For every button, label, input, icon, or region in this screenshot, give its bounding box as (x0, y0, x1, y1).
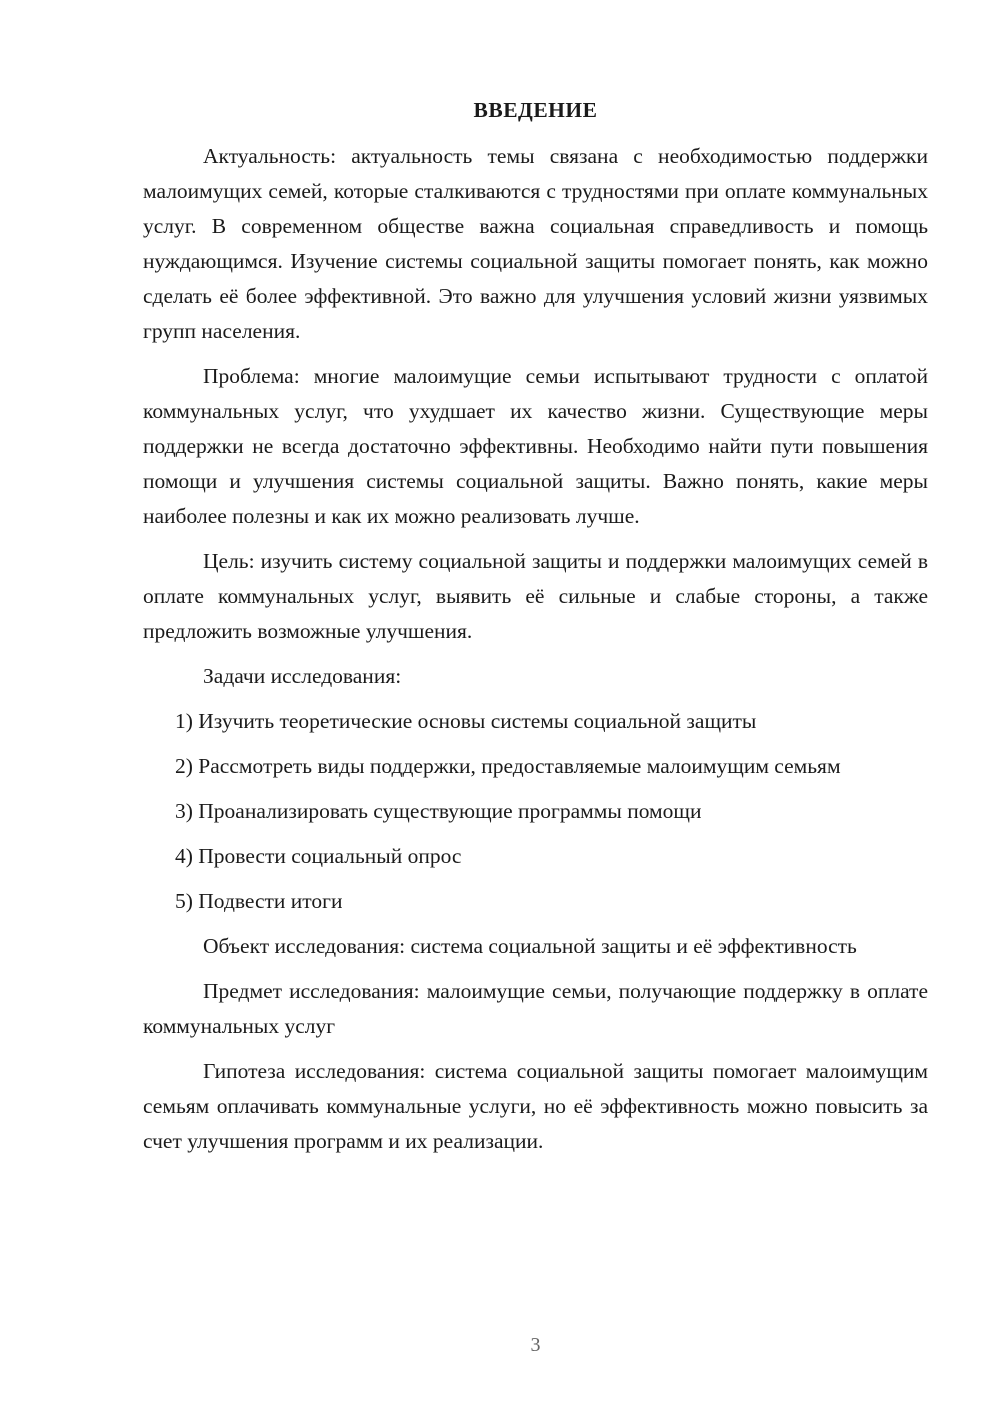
paragraph-object: Объект исследования: система социальной защиты и её эффективность (203, 934, 857, 958)
paragraph-hypothesis: Гипотеза исследования: система социальной защиты помогает малоимущим семьям оплачивать коммунальные услуги, но её эффективность можно повысить за счет улучшения программ и их реализации. (143, 1059, 928, 1153)
page-number: 3 (530, 1334, 541, 1356)
section-title: ВВЕДЕНИЕ (473, 98, 598, 122)
tasks-list (143, 704, 928, 919)
paragraph-problem: Проблема: многие малоимущие семьи испытывают трудности с оплатой коммунальных услуг, что ухудшает их качество жизни. Существующие меры поддержки не всегда достаточно эффективны. Необходимо найти пути повышения помощи и улучшения системы социальной защиты. Важно понять, какие меры наиболее полезны и как их можно реализовать лучше. (143, 364, 928, 528)
paragraph-tasks-heading: Задачи исследования: (203, 664, 402, 688)
list-item: 4) Провести социальный опрос (175, 844, 462, 868)
document-page (143, 95, 928, 1169)
list-item: 5) Подвести итоги (175, 889, 343, 913)
list-item: 1) Изучить теоретические основы системы социальной защиты (175, 709, 757, 733)
paragraph-subject: Предмет исследования: малоимущие семьи, получающие поддержку в оплате коммунальных услуг (143, 979, 928, 1038)
list-item: 2) Рассмотреть виды поддержки, предоставляемые малоимущим семьям (175, 754, 841, 778)
paragraph-relevance: Актуальность: актуальность темы связана с необходимостью поддержки малоимущих семей, которые сталкиваются с трудностями при оплате коммунальных услуг. В современном обществе важна социальная справедливость и помощь нуждающимся. Изучение системы социальной защиты помогает понять, как можно сделать её более эффективной. Это важно для улучшения условий жизни уязвимых групп населения. (143, 144, 928, 343)
list-item: 3) Проанализировать существующие программы помощи (175, 799, 702, 823)
paragraph-goal: Цель: изучить систему социальной защиты и поддержки малоимущих семей в оплате коммунальных услуг, выявить её сильные и слабые стороны, а также предложить возможные улучшения. (143, 549, 928, 643)
